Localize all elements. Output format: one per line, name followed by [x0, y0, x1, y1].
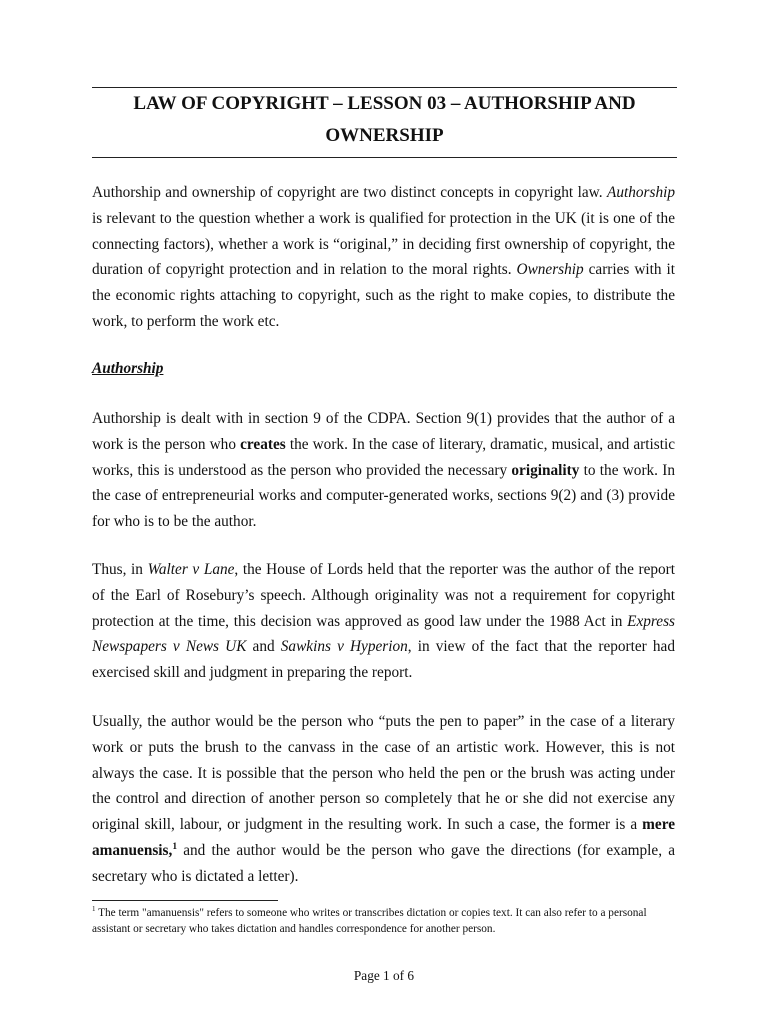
text-run: to the work. In the case of entrepreneurial works and computer-generated works, sections 9(2) and (3) provide for who is to be the author. — [92, 461, 676, 531]
text-run: , the House of Lords held that the reporter was the author of the report of the Earl of Rosebury’s speech. Although originality was not a requirement for copyright protection at the time, this decision was approved as good law under the 1988 Act in — [92, 561, 676, 630]
page-number: Page 1 of 6 — [353, 968, 415, 983]
footnote-marker: 1 — [92, 905, 96, 914]
text-run: is relevant to the question whether a work is qualified for protection in the UK (it is one of the connecting factors), whether a work is “original,” in deciding first ownership of copyright, the duration of copyright protection and in relation to the moral rights. — [92, 209, 675, 279]
document-title: LAW OF COPYRIGHT – LESSON 03 – AUTHORSHIP AND OWNERSHIP — [133, 93, 636, 146]
footnote-separator — [92, 900, 278, 901]
text-run: the work. In the case of literary, dramatic, musical, and artistic works, this is understood as the person who provided the necessary — [92, 435, 675, 479]
text-run: Authorship is dealt with in section 9 of the CDPA. Section 9(1) provides that the author of a work is the person who — [92, 410, 675, 453]
emphasis-ownership: Ownership — [516, 261, 584, 279]
case-walter-v-lane: Walter v Lane — [147, 561, 235, 578]
text-run: and — [246, 638, 281, 656]
footnote — [92, 906, 677, 937]
paragraph-amanuensis — [92, 709, 675, 890]
bold-originality: originality — [511, 461, 580, 479]
case-sawkins-v-hyperion: Sawkins v Hyperion — [280, 638, 408, 656]
text-run: , in view of the fact that the reporter had exercised skill and judgment in preparing the report. — [92, 638, 675, 682]
title-bottom-rule — [92, 157, 677, 158]
text-run: and the author would be the person who gave the directions (for example, a secretary who is dictated a letter). — [92, 841, 675, 885]
emphasis-authorship: Authorship — [607, 184, 675, 201]
footnote-reference[interactable]: 1 — [172, 841, 178, 852]
text-run: Authorship and ownership of copyright are two distinct concepts in copyright law. — [92, 184, 607, 201]
text-run: Usually, the author would be the person who “puts the pen to paper” in the case of a literary work or puts the brush to the canvass in the case of an artistic work. However, this is not always the case. It is possible that the person who held the pen or the brush was acting under the control and direction of another person so completely that he or she did not exercise any original skill, labour, or judgment in the resulting work. In such a case, the former is a — [92, 713, 675, 834]
text-run: carries with it the economic rights attaching to copyright, such as the right to make copies, to distribute the work, to perform the work etc. — [92, 261, 675, 330]
bold-creates: creates — [240, 435, 286, 453]
footnote-text: The term "amanuensis" refers to someone who writes or transcribes dictation or copies text. It can also refer to a personal assistant or secretary who takes dictation and handles correspondence for another person. — [92, 907, 647, 935]
text-run: Thus, in — [92, 561, 148, 578]
section-heading-authorship: Authorship — [92, 360, 164, 377]
case-express-newspapers: Express Newspapers v News UK — [92, 612, 675, 656]
paragraph-authorship-definition — [92, 406, 675, 535]
paragraph-intro — [92, 180, 675, 335]
bold-mere-amanuensis: mere amanuensis, — [92, 816, 675, 859]
paragraph-walter-v-lane — [92, 557, 675, 686]
